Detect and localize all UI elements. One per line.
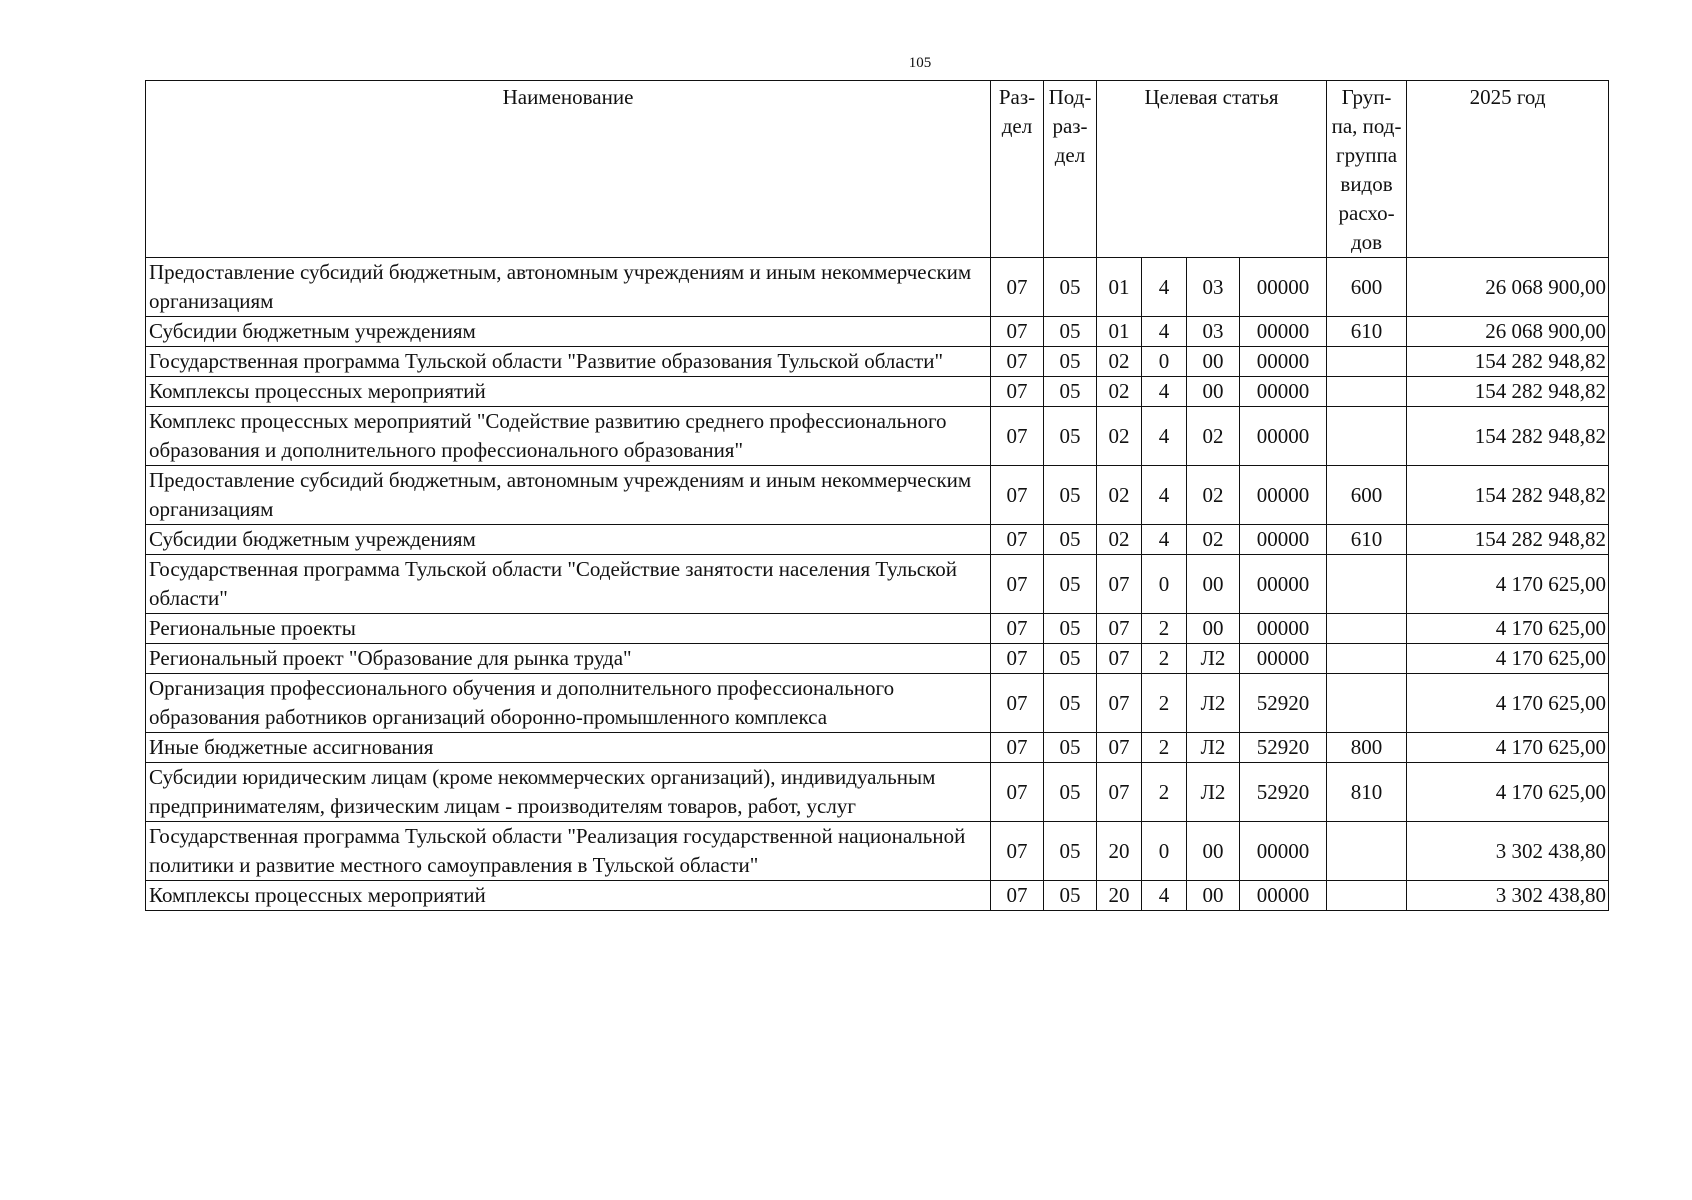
row-event-code: 02	[1187, 525, 1240, 555]
row-event-code: 00	[1187, 377, 1240, 407]
row-direction-code: 00000	[1240, 644, 1327, 674]
row-program-code: 20	[1097, 822, 1142, 881]
row-amount: 4 170 625,00	[1407, 644, 1609, 674]
row-expense-group	[1327, 555, 1407, 614]
row-expense-group	[1327, 881, 1407, 911]
row-subsection: 05	[1044, 555, 1097, 614]
row-program-type: 2	[1142, 763, 1187, 822]
table-row	[146, 763, 1609, 822]
row-expense-group	[1327, 674, 1407, 733]
row-section: 07	[991, 763, 1044, 822]
row-program-code: 01	[1097, 317, 1142, 347]
row-event-code: 03	[1187, 317, 1240, 347]
row-program-type: 2	[1142, 733, 1187, 763]
row-expense-group	[1327, 377, 1407, 407]
row-section: 07	[991, 317, 1044, 347]
row-subsection: 05	[1044, 525, 1097, 555]
row-program-code: 01	[1097, 258, 1142, 317]
row-amount: 4 170 625,00	[1407, 763, 1609, 822]
row-expense-group	[1327, 822, 1407, 881]
row-program-code: 20	[1097, 881, 1142, 911]
row-expense-group: 600	[1327, 258, 1407, 317]
row-event-code: 02	[1187, 407, 1240, 466]
row-program-type: 4	[1142, 258, 1187, 317]
row-event-code: 00	[1187, 555, 1240, 614]
row-section: 07	[991, 614, 1044, 644]
row-direction-code: 00000	[1240, 377, 1327, 407]
row-event-code: 00	[1187, 881, 1240, 911]
row-subsection: 05	[1044, 407, 1097, 466]
row-name: Предоставление субсидий бюджетным, автономным учреждениям и иным некоммерческим организациям	[146, 258, 991, 317]
row-subsection: 05	[1044, 763, 1097, 822]
row-section: 07	[991, 555, 1044, 614]
row-subsection: 05	[1044, 733, 1097, 763]
row-direction-code: 00000	[1240, 822, 1327, 881]
budget-table	[145, 80, 1609, 911]
row-name: Комплексы процессных мероприятий	[146, 377, 991, 407]
header-target-item: Целевая статья	[1097, 81, 1327, 258]
row-program-code: 07	[1097, 555, 1142, 614]
row-amount: 154 282 948,82	[1407, 525, 1609, 555]
row-subsection: 05	[1044, 377, 1097, 407]
row-name: Иные бюджетные ассигнования	[146, 733, 991, 763]
row-program-code: 02	[1097, 466, 1142, 525]
row-expense-group	[1327, 644, 1407, 674]
row-amount: 4 170 625,00	[1407, 614, 1609, 644]
row-direction-code: 00000	[1240, 555, 1327, 614]
row-name: Государственная программа Тульской области "Развитие образования Тульской области"	[146, 347, 991, 377]
table-row	[146, 614, 1609, 644]
row-subsection: 05	[1044, 347, 1097, 377]
row-program-type: 4	[1142, 881, 1187, 911]
row-section: 07	[991, 377, 1044, 407]
row-program-type: 4	[1142, 317, 1187, 347]
row-amount: 4 170 625,00	[1407, 733, 1609, 763]
table-row	[146, 674, 1609, 733]
row-amount: 26 068 900,00	[1407, 258, 1609, 317]
row-direction-code: 00000	[1240, 525, 1327, 555]
row-event-code: Л2	[1187, 644, 1240, 674]
row-program-type: 4	[1142, 407, 1187, 466]
header-name: Наименование	[146, 81, 991, 258]
row-amount: 3 302 438,80	[1407, 822, 1609, 881]
row-section: 07	[991, 674, 1044, 733]
row-name: Организация профессионального обучения и дополнительного профессионального образования работников организаций оборонно-промышленного комплекса	[146, 674, 991, 733]
row-direction-code: 00000	[1240, 466, 1327, 525]
table-row	[146, 733, 1609, 763]
row-event-code: 00	[1187, 822, 1240, 881]
row-program-code: 02	[1097, 347, 1142, 377]
row-event-code: Л2	[1187, 733, 1240, 763]
row-amount: 154 282 948,82	[1407, 377, 1609, 407]
row-program-type: 0	[1142, 555, 1187, 614]
row-name: Предоставление субсидий бюджетным, автономным учреждениям и иным некоммерческим организациям	[146, 466, 991, 525]
row-name: Региональный проект "Образование для рынка труда"	[146, 644, 991, 674]
header-expense-group: Груп- па, под- группа видов расхо- дов	[1327, 81, 1407, 258]
row-direction-code: 00000	[1240, 258, 1327, 317]
row-event-code: 02	[1187, 466, 1240, 525]
row-amount: 154 282 948,82	[1407, 407, 1609, 466]
row-program-type: 4	[1142, 525, 1187, 555]
row-section: 07	[991, 881, 1044, 911]
header-row	[146, 81, 1609, 258]
row-event-code: 03	[1187, 258, 1240, 317]
row-program-type: 0	[1142, 822, 1187, 881]
row-name: Субсидии бюджетным учреждениям	[146, 317, 991, 347]
row-subsection: 05	[1044, 317, 1097, 347]
header-subsection: Под- раз- дел	[1044, 81, 1097, 258]
row-section: 07	[991, 644, 1044, 674]
row-event-code: Л2	[1187, 763, 1240, 822]
row-direction-code: 00000	[1240, 317, 1327, 347]
row-subsection: 05	[1044, 258, 1097, 317]
table-row	[146, 317, 1609, 347]
row-program-code: 07	[1097, 763, 1142, 822]
row-amount: 3 302 438,80	[1407, 881, 1609, 911]
row-program-code: 02	[1097, 525, 1142, 555]
row-event-code: 00	[1187, 614, 1240, 644]
header-section: Раз- дел	[991, 81, 1044, 258]
row-subsection: 05	[1044, 674, 1097, 733]
row-program-type: 0	[1142, 347, 1187, 377]
row-program-code: 07	[1097, 644, 1142, 674]
row-name: Комплексы процессных мероприятий	[146, 881, 991, 911]
row-program-code: 02	[1097, 377, 1142, 407]
row-event-code: Л2	[1187, 674, 1240, 733]
row-amount: 26 068 900,00	[1407, 317, 1609, 347]
header-year: 2025 год	[1407, 81, 1609, 258]
table-row	[146, 644, 1609, 674]
row-subsection: 05	[1044, 614, 1097, 644]
row-section: 07	[991, 347, 1044, 377]
row-expense-group	[1327, 614, 1407, 644]
row-expense-group	[1327, 347, 1407, 377]
row-expense-group: 600	[1327, 466, 1407, 525]
row-name: Комплекс процессных мероприятий "Содействие развитию среднего профессионального образования и дополнительного профессионального образования"	[146, 407, 991, 466]
row-subsection: 05	[1044, 466, 1097, 525]
row-program-code: 02	[1097, 407, 1142, 466]
row-amount: 154 282 948,82	[1407, 466, 1609, 525]
row-program-code: 07	[1097, 733, 1142, 763]
row-name: Субсидии бюджетным учреждениям	[146, 525, 991, 555]
row-program-type: 4	[1142, 466, 1187, 525]
page-number: 105	[908, 55, 932, 71]
row-amount: 154 282 948,82	[1407, 347, 1609, 377]
row-section: 07	[991, 733, 1044, 763]
row-direction-code: 52920	[1240, 763, 1327, 822]
row-name: Региональные проекты	[146, 614, 991, 644]
row-subsection: 05	[1044, 644, 1097, 674]
row-name: Государственная программа Тульской области "Содействие занятости населения Тульской области"	[146, 555, 991, 614]
row-program-type: 2	[1142, 674, 1187, 733]
row-direction-code: 52920	[1240, 733, 1327, 763]
row-expense-group: 810	[1327, 763, 1407, 822]
row-expense-group	[1327, 407, 1407, 466]
row-direction-code: 00000	[1240, 347, 1327, 377]
row-direction-code: 00000	[1240, 614, 1327, 644]
row-direction-code: 52920	[1240, 674, 1327, 733]
row-program-code: 07	[1097, 674, 1142, 733]
row-direction-code: 00000	[1240, 881, 1327, 911]
table-row	[146, 407, 1609, 466]
row-program-type: 4	[1142, 377, 1187, 407]
row-name: Государственная программа Тульской области "Реализация государственной национальной политики и развитие местного самоуправления в Тульской области"	[146, 822, 991, 881]
table-row	[146, 377, 1609, 407]
table-row	[146, 258, 1609, 317]
table-row	[146, 555, 1609, 614]
row-direction-code: 00000	[1240, 407, 1327, 466]
row-program-type: 2	[1142, 614, 1187, 644]
row-section: 07	[991, 258, 1044, 317]
row-expense-group: 610	[1327, 317, 1407, 347]
row-amount: 4 170 625,00	[1407, 674, 1609, 733]
row-section: 07	[991, 407, 1044, 466]
row-section: 07	[991, 822, 1044, 881]
row-section: 07	[991, 525, 1044, 555]
row-name: Субсидии юридическим лицам (кроме некоммерческих организаций), индивидуальным предпринимателям, физическим лицам - производителям товаров, работ, услуг	[146, 763, 991, 822]
table-row	[146, 347, 1609, 377]
table-row	[146, 525, 1609, 555]
row-expense-group: 610	[1327, 525, 1407, 555]
row-section: 07	[991, 466, 1044, 525]
row-event-code: 00	[1187, 347, 1240, 377]
row-expense-group: 800	[1327, 733, 1407, 763]
table-row	[146, 881, 1609, 911]
row-subsection: 05	[1044, 822, 1097, 881]
row-amount: 4 170 625,00	[1407, 555, 1609, 614]
row-subsection: 05	[1044, 881, 1097, 911]
table-row	[146, 822, 1609, 881]
table-row	[146, 466, 1609, 525]
row-program-type: 2	[1142, 644, 1187, 674]
row-program-code: 07	[1097, 614, 1142, 644]
